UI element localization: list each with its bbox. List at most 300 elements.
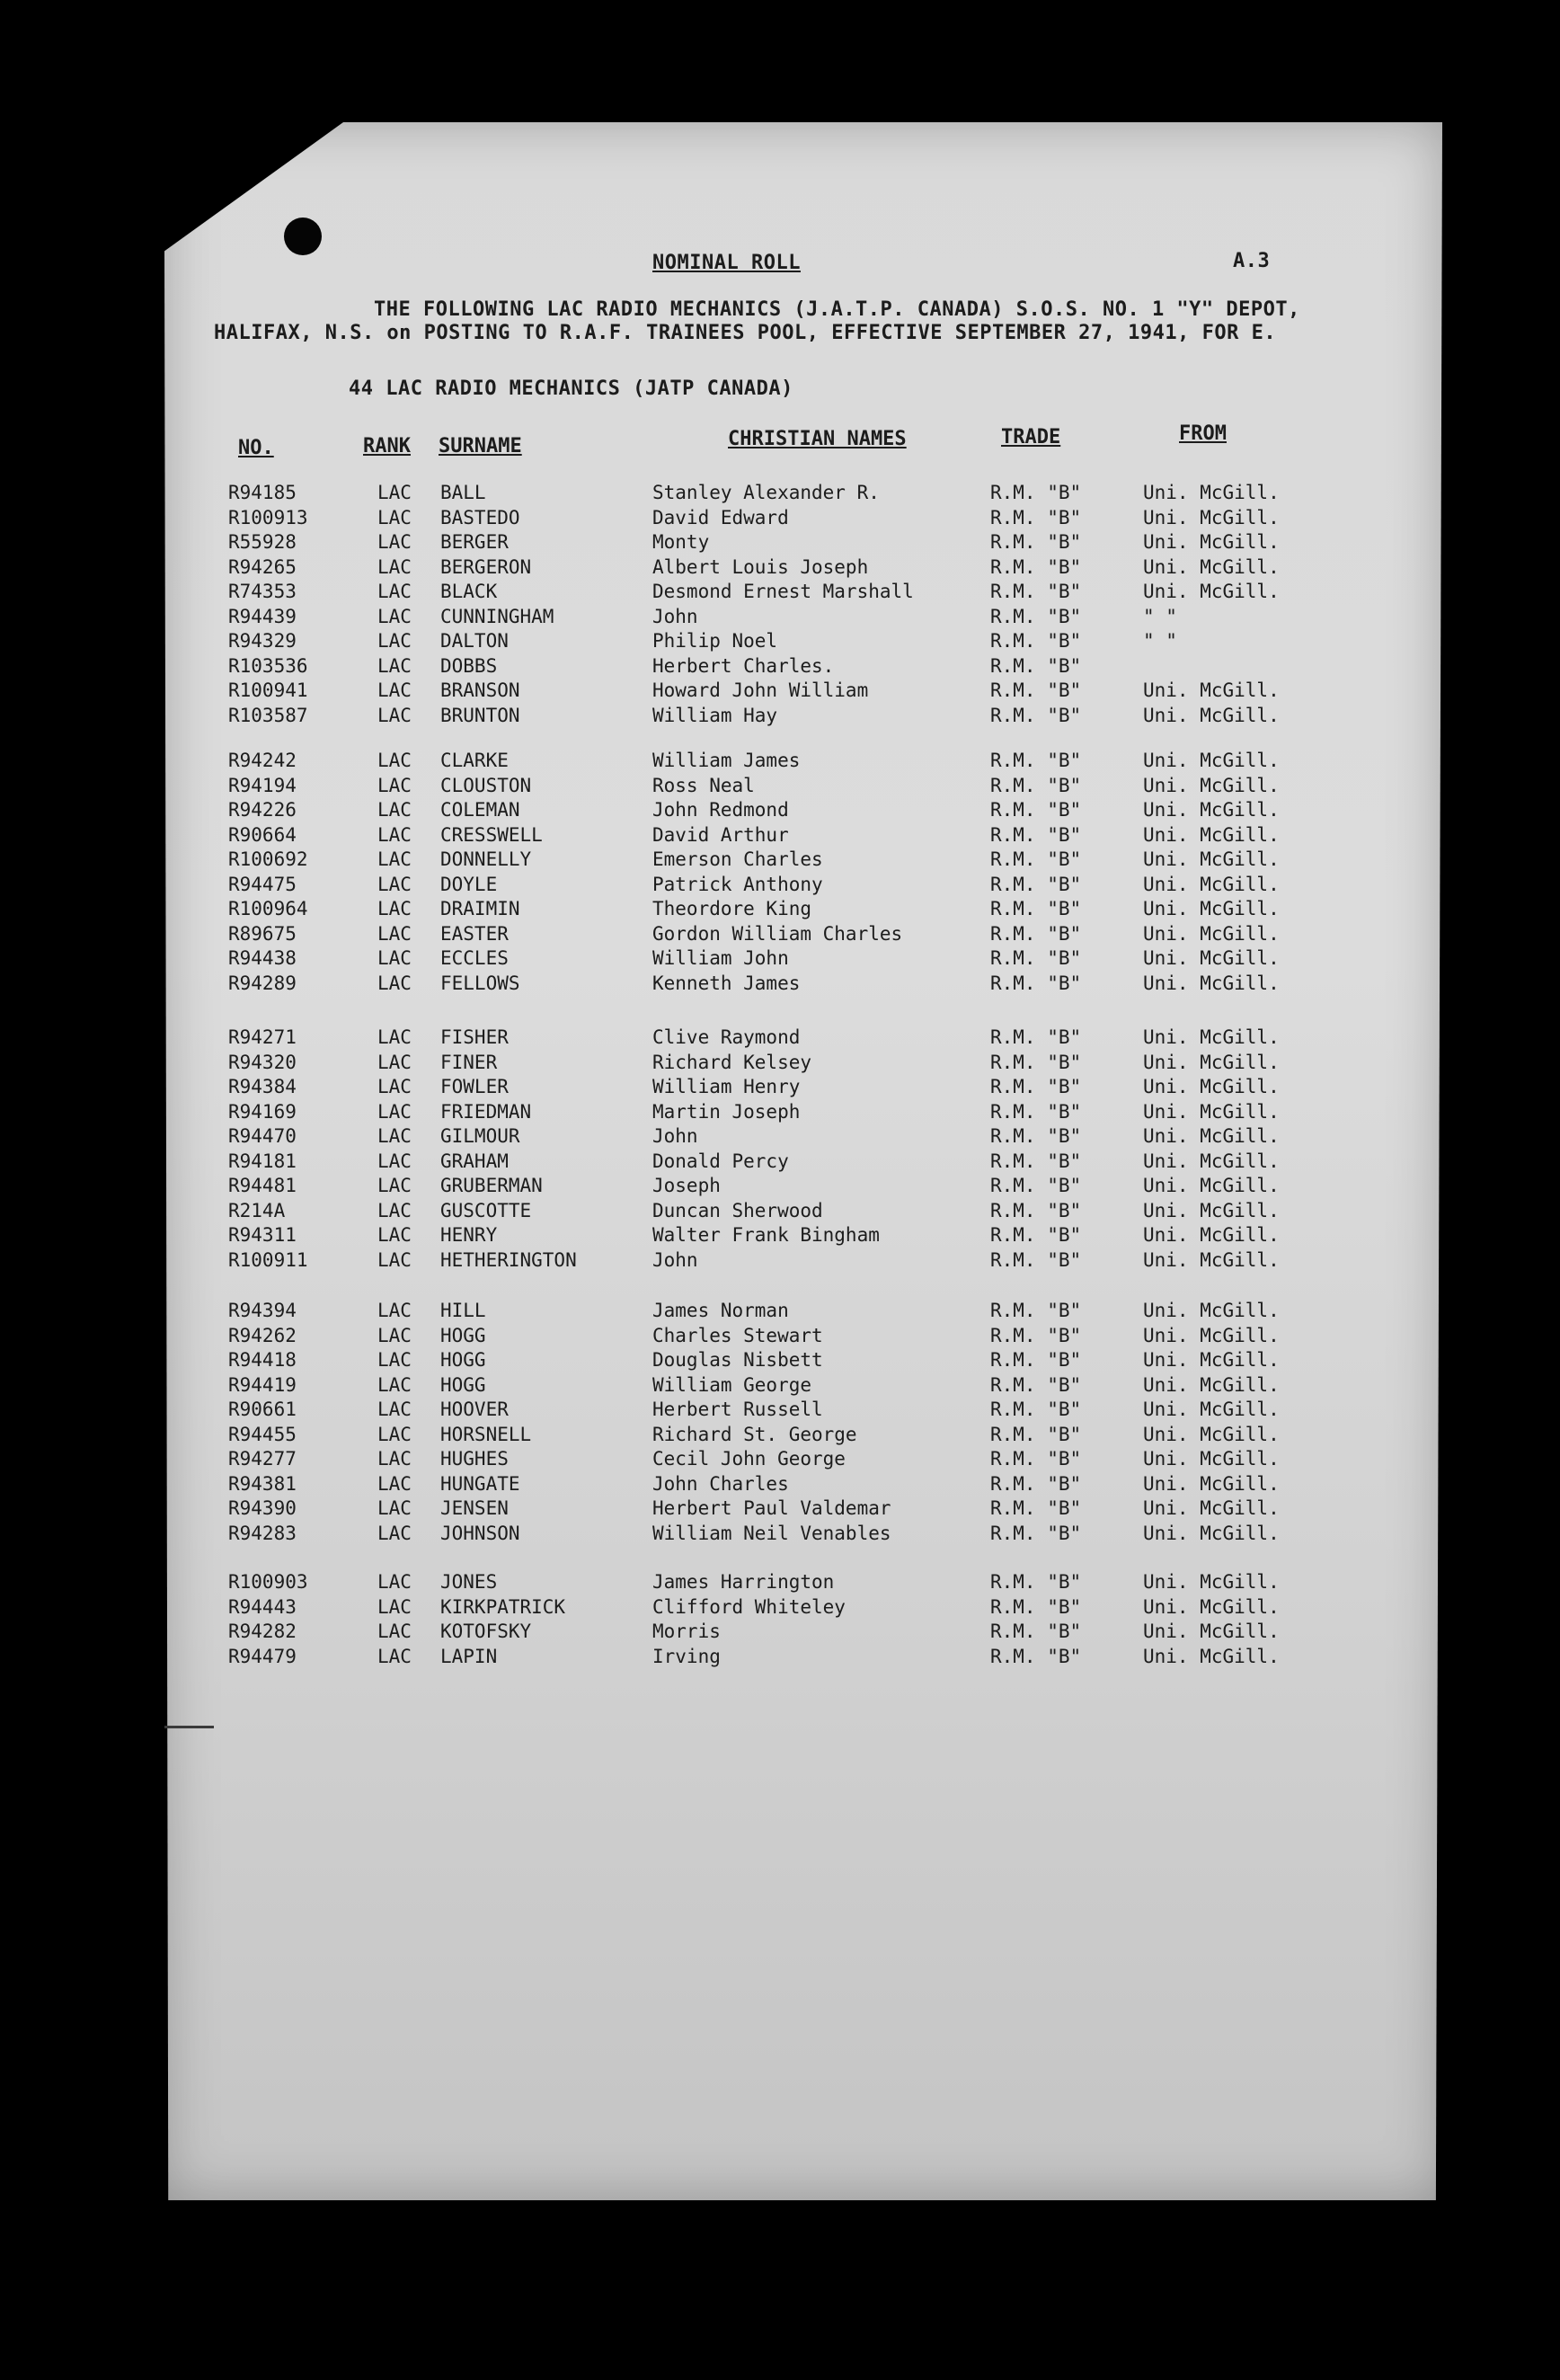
table-row: [0, 1052, 1560, 1077]
cell-surname: ECCLES: [440, 947, 509, 969]
table-row: [0, 848, 1560, 874]
cell-rank: LAC: [377, 605, 412, 627]
cell-from: Uni. McGill.: [1143, 1300, 1280, 1321]
cell-trade: R.M. "B": [990, 1373, 1082, 1396]
cell-from: Uni. McGill.: [1143, 1324, 1280, 1346]
punch-hole: [284, 218, 322, 255]
cell-rank: LAC: [377, 898, 412, 919]
cell-no: R214A: [228, 1199, 286, 1221]
cell-trade: R.M. "B": [990, 1248, 1082, 1271]
cell-surname: HUNGATE: [440, 1472, 520, 1495]
cell-trade: R.M. "B": [990, 1497, 1082, 1519]
table-row: [0, 507, 1560, 532]
cell-surname: DALTON: [440, 630, 509, 652]
cell-christian: Stanley Alexander R.: [652, 482, 880, 503]
cell-rank: LAC: [377, 873, 412, 895]
cell-surname: HORSNELL: [440, 1423, 532, 1445]
cell-trade: R.M. "B": [990, 1595, 1082, 1618]
cell-rank: LAC: [377, 679, 412, 701]
cell-surname: BASTEDO: [440, 506, 520, 528]
table-row: [0, 1325, 1560, 1350]
cell-rank: LAC: [377, 1051, 412, 1073]
cell-from: Uni. McGill.: [1143, 1423, 1280, 1445]
cell-no: R94455: [228, 1423, 297, 1445]
table-row: [0, 1571, 1560, 1596]
cell-christian: Ross Neal: [652, 774, 755, 796]
cell-rank: LAC: [377, 1595, 412, 1618]
cell-no: R94475: [228, 873, 297, 895]
cell-christian: Joseph: [652, 1175, 721, 1196]
column-header-surname: SURNAME: [439, 435, 522, 457]
cell-trade: R.M. "B": [990, 873, 1082, 895]
cell-christian: Howard John William: [652, 679, 869, 701]
table-row: [0, 1523, 1560, 1548]
cell-surname: GRUBERMAN: [440, 1175, 543, 1196]
cell-rank: LAC: [377, 848, 412, 870]
cell-trade: R.M. "B": [990, 531, 1082, 553]
cell-no: R94169: [228, 1100, 297, 1123]
cell-surname: HOGG: [440, 1349, 486, 1371]
cell-no: R94439: [228, 605, 297, 627]
table-row: [0, 947, 1560, 972]
cell-from: Uni. McGill.: [1143, 1248, 1280, 1271]
cell-christian: Irving: [652, 1645, 721, 1667]
table-row: [0, 1101, 1560, 1126]
cell-christian: Monty: [652, 531, 710, 553]
table-row: [0, 1300, 1560, 1325]
cell-from: Uni. McGill.: [1143, 1571, 1280, 1593]
cell-no: R94283: [228, 1522, 297, 1544]
cell-trade: R.M. "B": [990, 1448, 1082, 1470]
cell-christian: James Norman: [652, 1300, 789, 1321]
cell-christian: Walter Frank Bingham: [652, 1224, 880, 1246]
cell-surname: KIRKPATRICK: [440, 1595, 566, 1618]
cell-christian: Emerson Charles: [652, 848, 823, 870]
cell-trade: R.M. "B": [990, 1621, 1082, 1642]
cell-surname: GILMOUR: [440, 1125, 520, 1147]
cell-from: Uni. McGill.: [1143, 555, 1280, 578]
cell-from: Uni. McGill.: [1143, 1150, 1280, 1172]
cell-from: Uni. McGill.: [1143, 972, 1280, 994]
cell-trade: R.M. "B": [990, 1349, 1082, 1371]
table-row: [0, 1175, 1560, 1200]
cell-from: " ": [1143, 630, 1177, 652]
column-header-rank: RANK: [363, 435, 411, 457]
column-header-no: NO.: [238, 437, 274, 459]
cell-christian: Douglas Nisbett: [652, 1349, 823, 1371]
cell-christian: John Redmond: [652, 799, 789, 821]
cell-from: Uni. McGill.: [1143, 848, 1280, 870]
table-row: [0, 1646, 1560, 1671]
cell-from: Uni. McGill.: [1143, 506, 1280, 528]
cell-from: Uni. McGill.: [1143, 873, 1280, 895]
cell-from: Uni. McGill.: [1143, 1522, 1280, 1544]
cell-surname: CLOUSTON: [440, 774, 532, 796]
table-row: [0, 1125, 1560, 1150]
cell-from: Uni. McGill.: [1143, 947, 1280, 969]
cell-trade: R.M. "B": [990, 1100, 1082, 1123]
cell-christian: William James: [652, 750, 801, 771]
cell-no: R94289: [228, 972, 297, 994]
cell-trade: R.M. "B": [990, 898, 1082, 919]
cell-trade: R.M. "B": [990, 1076, 1082, 1097]
table-row: [0, 531, 1560, 556]
cell-rank: LAC: [377, 654, 412, 677]
cell-surname: GRAHAM: [440, 1150, 509, 1172]
count-line: 44 LAC RADIO MECHANICS (JATP CANADA): [349, 377, 793, 400]
cell-trade: R.M. "B": [990, 799, 1082, 821]
cell-from: Uni. McGill.: [1143, 1497, 1280, 1519]
cell-surname: KOTOFSKY: [440, 1621, 532, 1642]
cell-no: R94271: [228, 1026, 297, 1048]
cell-surname: LAPIN: [440, 1645, 498, 1667]
table-row: [0, 1224, 1560, 1249]
cell-from: Uni. McGill.: [1143, 1621, 1280, 1642]
table-row: [0, 1497, 1560, 1523]
cell-surname: HOOVER: [440, 1399, 509, 1420]
table-row: [0, 972, 1560, 998]
cell-christian: Herbert Paul Valdemar: [652, 1497, 891, 1519]
cell-christian: Clive Raymond: [652, 1026, 801, 1048]
cell-from: Uni. McGill.: [1143, 1076, 1280, 1097]
cell-from: Uni. McGill.: [1143, 799, 1280, 821]
cell-rank: LAC: [377, 1472, 412, 1495]
cell-trade: R.M. "B": [990, 1051, 1082, 1073]
cell-no: R94384: [228, 1076, 297, 1097]
cell-rank: LAC: [377, 947, 412, 969]
cell-rank: LAC: [377, 1571, 412, 1593]
table-row: [0, 799, 1560, 824]
cell-surname: HUGHES: [440, 1448, 509, 1470]
cell-surname: HOGG: [440, 1373, 486, 1396]
cell-christian: William George: [652, 1373, 812, 1396]
cell-rank: LAC: [377, 1076, 412, 1097]
cell-rank: LAC: [377, 1522, 412, 1544]
cell-surname: JONES: [440, 1571, 498, 1593]
cell-from: Uni. McGill.: [1143, 1448, 1280, 1470]
cell-from: Uni. McGill.: [1143, 581, 1280, 602]
cell-christian: Philip Noel: [652, 630, 778, 652]
cell-no: R90661: [228, 1399, 297, 1420]
cell-christian: Herbert Charles.: [652, 654, 835, 677]
cell-surname: JENSEN: [440, 1497, 509, 1519]
cell-surname: CRESSWELL: [440, 823, 543, 846]
cell-trade: R.M. "B": [990, 1175, 1082, 1196]
cell-no: R89675: [228, 922, 297, 945]
cell-trade: R.M. "B": [990, 972, 1082, 994]
table-row: [0, 1621, 1560, 1646]
cell-rank: LAC: [377, 1300, 412, 1321]
cell-from: Uni. McGill.: [1143, 1373, 1280, 1396]
cell-christian: James Harrington: [652, 1571, 835, 1593]
cell-from: Uni. McGill.: [1143, 704, 1280, 726]
cell-surname: GUSCOTTE: [440, 1199, 532, 1221]
cell-from: " ": [1143, 605, 1177, 627]
cell-trade: R.M. "B": [990, 1026, 1082, 1048]
cell-trade: R.M. "B": [990, 555, 1082, 578]
cell-trade: R.M. "B": [990, 630, 1082, 652]
cell-trade: R.M. "B": [990, 704, 1082, 726]
cell-no: R94390: [228, 1497, 297, 1519]
column-header-trade: TRADE: [1001, 426, 1061, 448]
cell-christian: Richard Kelsey: [652, 1051, 812, 1073]
cell-rank: LAC: [377, 531, 412, 553]
cell-surname: BLACK: [440, 581, 498, 602]
cell-no: R90664: [228, 823, 297, 846]
cell-christian: John: [652, 1125, 698, 1147]
cell-no: R100964: [228, 898, 308, 919]
cell-trade: R.M. "B": [990, 605, 1082, 627]
cell-no: R94381: [228, 1472, 297, 1495]
table-row: [0, 482, 1560, 507]
cell-surname: HOGG: [440, 1324, 486, 1346]
cell-no: R94481: [228, 1175, 297, 1196]
cell-no: R94262: [228, 1324, 297, 1346]
cell-trade: R.M. "B": [990, 1224, 1082, 1246]
table-row: [0, 630, 1560, 655]
page-reference: A.3: [1233, 250, 1271, 272]
cell-rank: LAC: [377, 1248, 412, 1271]
cell-no: R94418: [228, 1349, 297, 1371]
table-row: [0, 556, 1560, 582]
cell-from: Uni. McGill.: [1143, 1026, 1280, 1048]
cell-rank: LAC: [377, 581, 412, 602]
table-row: [0, 1349, 1560, 1374]
cell-rank: LAC: [377, 774, 412, 796]
table-row: [0, 923, 1560, 948]
cell-surname: FELLOWS: [440, 972, 520, 994]
cell-christian: William John: [652, 947, 789, 969]
cell-from: Uni. McGill.: [1143, 922, 1280, 945]
cell-no: R94470: [228, 1125, 297, 1147]
table-row: [0, 606, 1560, 631]
cell-trade: R.M. "B": [990, 947, 1082, 969]
cell-rank: LAC: [377, 1423, 412, 1445]
column-header-christian-names: CHRISTIAN NAMES: [728, 428, 907, 450]
cell-trade: R.M. "B": [990, 1645, 1082, 1667]
cell-rank: LAC: [377, 799, 412, 821]
cell-surname: COLEMAN: [440, 799, 520, 821]
cell-trade: R.M. "B": [990, 581, 1082, 602]
cell-surname: CLARKE: [440, 750, 509, 771]
cell-christian: John Charles: [652, 1472, 789, 1495]
table-row: [0, 679, 1560, 705]
table-row: [0, 874, 1560, 899]
cell-rank: LAC: [377, 922, 412, 945]
cell-no: R94320: [228, 1051, 297, 1073]
cell-rank: LAC: [377, 1026, 412, 1048]
cell-surname: BRUNTON: [440, 704, 520, 726]
cell-trade: R.M. "B": [990, 482, 1082, 503]
cell-no: R94282: [228, 1621, 297, 1642]
cell-rank: LAC: [377, 1324, 412, 1346]
cell-trade: R.M. "B": [990, 922, 1082, 945]
cell-trade: R.M. "B": [990, 1571, 1082, 1593]
table-row: [0, 1249, 1560, 1274]
cell-from: Uni. McGill.: [1143, 1199, 1280, 1221]
cell-christian: Theordore King: [652, 898, 812, 919]
cell-from: Uni. McGill.: [1143, 898, 1280, 919]
cell-no: R100903: [228, 1571, 308, 1593]
cell-christian: John: [652, 605, 698, 627]
cell-christian: Morris: [652, 1621, 721, 1642]
cell-no: R100692: [228, 848, 308, 870]
cell-rank: LAC: [377, 1175, 412, 1196]
table-row: [0, 1596, 1560, 1621]
cell-rank: LAC: [377, 506, 412, 528]
cell-from: Uni. McGill.: [1143, 1399, 1280, 1420]
cell-surname: BERGER: [440, 531, 509, 553]
cell-no: R94194: [228, 774, 297, 796]
cell-surname: HILL: [440, 1300, 486, 1321]
cell-no: R100911: [228, 1248, 308, 1271]
cell-surname: DRAIMIN: [440, 898, 520, 919]
table-row: [0, 581, 1560, 606]
cell-no: R74353: [228, 581, 297, 602]
cell-christian: Clifford Whiteley: [652, 1595, 846, 1618]
cell-christian: Charles Stewart: [652, 1324, 823, 1346]
column-header-from: FROM: [1179, 422, 1227, 445]
cell-trade: R.M. "B": [990, 1125, 1082, 1147]
cell-from: Uni. McGill.: [1143, 1472, 1280, 1495]
cell-from: Uni. McGill.: [1143, 1224, 1280, 1246]
cell-rank: LAC: [377, 1621, 412, 1642]
cell-rank: LAC: [377, 482, 412, 503]
intro-line-2: HALIFAX, N.S. on POSTING TO R.A.F. TRAINEES POOL, EFFECTIVE SEPTEMBER 27, 1941, FOR E.: [214, 322, 1277, 344]
cell-no: R94394: [228, 1300, 297, 1321]
table-row: [0, 1374, 1560, 1399]
cell-from: Uni. McGill.: [1143, 823, 1280, 846]
table-row: [0, 1150, 1560, 1176]
cell-from: Uni. McGill.: [1143, 1175, 1280, 1196]
cell-from: Uni. McGill.: [1143, 531, 1280, 553]
cell-surname: BALL: [440, 482, 486, 503]
cell-no: R103587: [228, 704, 308, 726]
cell-no: R94265: [228, 555, 297, 578]
cell-rank: LAC: [377, 1448, 412, 1470]
table-row: [0, 655, 1560, 680]
cell-trade: R.M. "B": [990, 1199, 1082, 1221]
cell-christian: Richard St. George: [652, 1423, 857, 1445]
cell-no: R94329: [228, 630, 297, 652]
cell-no: R103536: [228, 654, 308, 677]
cell-trade: R.M. "B": [990, 1399, 1082, 1420]
cell-christian: Cecil John George: [652, 1448, 846, 1470]
cell-trade: R.M. "B": [990, 1324, 1082, 1346]
table-row: [0, 705, 1560, 730]
cell-christian: Kenneth James: [652, 972, 801, 994]
cell-trade: R.M. "B": [990, 750, 1082, 771]
cell-surname: BERGERON: [440, 555, 532, 578]
cell-surname: HENRY: [440, 1224, 498, 1246]
cell-from: Uni. McGill.: [1143, 774, 1280, 796]
cell-no: R94181: [228, 1150, 297, 1172]
intro-line-1: THE FOLLOWING LAC RADIO MECHANICS (J.A.T.P. CANADA) S.O.S. NO. 1 "Y" DEPOT,: [374, 298, 1300, 321]
cell-christian: David Arthur: [652, 823, 789, 846]
cell-surname: DONNELLY: [440, 848, 532, 870]
cell-trade: R.M. "B": [990, 1150, 1082, 1172]
cell-no: R94185: [228, 482, 297, 503]
cell-trade: R.M. "B": [990, 848, 1082, 870]
cell-christian: William Hay: [652, 704, 778, 726]
cell-no: R94226: [228, 799, 297, 821]
table-row: [0, 775, 1560, 800]
cell-from: Uni. McGill.: [1143, 1645, 1280, 1667]
table-row: [0, 1424, 1560, 1449]
cell-no: R94479: [228, 1645, 297, 1667]
cell-christian: Desmond Ernest Marshall: [652, 581, 914, 602]
table-row: [0, 1076, 1560, 1101]
cell-surname: EASTER: [440, 922, 509, 945]
cell-from: Uni. McGill.: [1143, 750, 1280, 771]
cell-rank: LAC: [377, 630, 412, 652]
cell-from: Uni. McGill.: [1143, 679, 1280, 701]
edge-mark: [164, 1726, 214, 1728]
cell-surname: CUNNINGHAM: [440, 605, 554, 627]
cell-christian: William Henry: [652, 1076, 801, 1097]
cell-no: R55928: [228, 531, 297, 553]
cell-no: R94419: [228, 1373, 297, 1396]
cell-from: Uni. McGill.: [1143, 1051, 1280, 1073]
cell-christian: William Neil Venables: [652, 1522, 891, 1544]
table-row: [0, 1200, 1560, 1225]
cell-surname: DOBBS: [440, 654, 498, 677]
cell-trade: R.M. "B": [990, 654, 1082, 677]
cell-from: Uni. McGill.: [1143, 1125, 1280, 1147]
cell-christian: Gordon William Charles: [652, 922, 903, 945]
cell-rank: LAC: [377, 1199, 412, 1221]
cell-rank: LAC: [377, 1349, 412, 1371]
cell-no: R94242: [228, 750, 297, 771]
cell-rank: LAC: [377, 1399, 412, 1420]
table-row: [0, 1473, 1560, 1498]
cell-rank: LAC: [377, 1125, 412, 1147]
cell-christian: Patrick Anthony: [652, 873, 823, 895]
cell-rank: LAC: [377, 1497, 412, 1519]
cell-surname: FRIEDMAN: [440, 1100, 532, 1123]
cell-rank: LAC: [377, 1150, 412, 1172]
cell-trade: R.M. "B": [990, 1423, 1082, 1445]
cell-from: Uni. McGill.: [1143, 1349, 1280, 1371]
cell-trade: R.M. "B": [990, 823, 1082, 846]
cell-christian: Herbert Russell: [652, 1399, 823, 1420]
cell-christian: Duncan Sherwood: [652, 1199, 823, 1221]
cell-no: R100913: [228, 506, 308, 528]
cell-trade: R.M. "B": [990, 1522, 1082, 1544]
cell-surname: HETHERINGTON: [440, 1248, 577, 1271]
cell-from: Uni. McGill.: [1143, 1595, 1280, 1618]
table-row: [0, 898, 1560, 923]
cell-surname: JOHNSON: [440, 1522, 520, 1544]
cell-rank: LAC: [377, 972, 412, 994]
cell-rank: LAC: [377, 1224, 412, 1246]
cell-trade: R.M. "B": [990, 1300, 1082, 1321]
table-row: [0, 750, 1560, 775]
cell-trade: R.M. "B": [990, 506, 1082, 528]
cell-no: R94311: [228, 1224, 297, 1246]
cell-surname: FINER: [440, 1051, 498, 1073]
cell-rank: LAC: [377, 823, 412, 846]
cell-no: R94438: [228, 947, 297, 969]
cell-surname: BRANSON: [440, 679, 520, 701]
cell-from: Uni. McGill.: [1143, 482, 1280, 503]
cell-rank: LAC: [377, 1645, 412, 1667]
cell-no: R94443: [228, 1595, 297, 1618]
cell-christian: John: [652, 1248, 698, 1271]
table-row: [0, 1448, 1560, 1473]
cell-christian: Albert Louis Joseph: [652, 555, 869, 578]
cell-surname: FISHER: [440, 1026, 509, 1048]
